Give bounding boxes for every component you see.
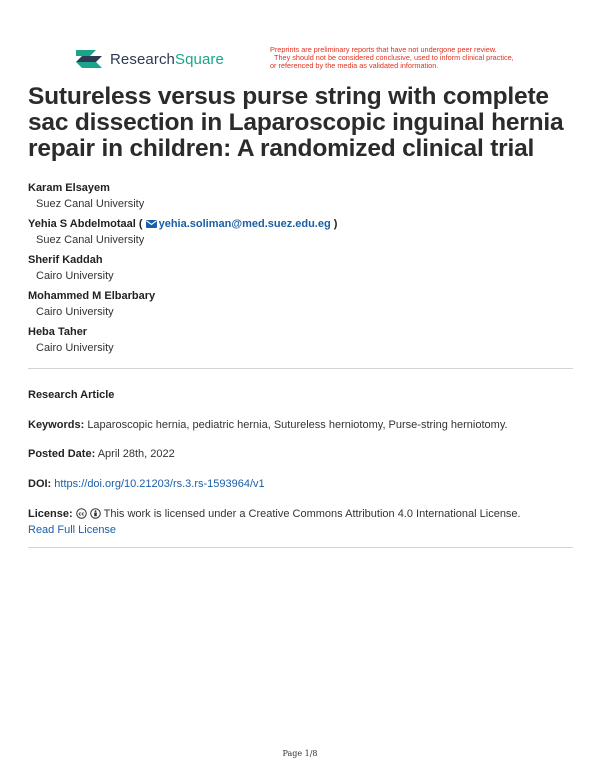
logo-text-research: Research bbox=[110, 50, 175, 68]
author-affiliation: Cairo University bbox=[36, 342, 114, 354]
author-entry bbox=[28, 288, 568, 324]
email-paren-open: ( bbox=[138, 218, 143, 230]
doi-label: DOI: bbox=[28, 478, 52, 490]
license-label: License: bbox=[28, 508, 73, 520]
posted-date-value: April 28th, 2022 bbox=[97, 448, 175, 460]
author-email-link[interactable] bbox=[146, 218, 331, 230]
svg-text:cc: cc bbox=[78, 511, 85, 518]
author-name: Yehia S Abdelmotaal bbox=[28, 218, 136, 230]
research-square-logo-icon bbox=[74, 48, 104, 70]
author-name-line bbox=[28, 216, 568, 232]
cc-icon bbox=[76, 508, 87, 519]
posted-date-label: Posted Date: bbox=[28, 448, 96, 460]
research-square-logo[interactable] bbox=[74, 48, 224, 70]
keywords-value: Laparoscopic hernia, pediatric hernia, Sutureless herniotomy, Purse-string herniotomy. bbox=[87, 419, 508, 431]
divider-bottom bbox=[28, 547, 573, 548]
author-entry bbox=[28, 252, 568, 288]
notice-line: or referenced by the media as validated information. bbox=[270, 61, 439, 70]
author-entry bbox=[28, 216, 568, 252]
posted-date-row bbox=[28, 446, 573, 462]
author-list bbox=[28, 180, 568, 360]
author-name: Sherif Kaddah bbox=[28, 254, 103, 266]
author-name: Heba Taher bbox=[28, 326, 88, 338]
article-type: Research Article bbox=[28, 389, 115, 401]
keywords-row bbox=[28, 417, 573, 433]
license-row bbox=[28, 506, 573, 538]
email-paren-close: ) bbox=[333, 218, 338, 230]
page-number: Page 1/8 bbox=[282, 749, 318, 758]
author-entry bbox=[28, 324, 568, 360]
license-text: This work is licensed under a Creative Commons Attribution 4.0 International License. bbox=[103, 508, 521, 520]
divider-top bbox=[28, 368, 573, 369]
author-affiliation: Suez Canal University bbox=[36, 198, 145, 210]
author-name: Mohammed M Elbarbary bbox=[28, 290, 156, 302]
author-name: Karam Elsayem bbox=[28, 182, 110, 194]
author-affiliation: Cairo University bbox=[36, 270, 114, 282]
doi-link[interactable]: https://doi.org/10.21203/rs.3.rs-1593964/v1 bbox=[54, 478, 265, 490]
author-email: yehia.soliman@med.suez.edu.eg bbox=[158, 218, 331, 230]
envelope-icon bbox=[146, 220, 157, 228]
logo-text-square: Square bbox=[175, 50, 224, 68]
read-full-license-link[interactable]: Read Full License bbox=[28, 524, 117, 536]
notice-line: Preprints are preliminary reports that have not undergone peer review. bbox=[270, 45, 497, 54]
by-icon bbox=[90, 508, 101, 519]
keywords-label: Keywords: bbox=[28, 419, 85, 431]
logo-text bbox=[110, 51, 224, 68]
notice-line: They should not be considered conclusive, used to inform clinical practice, bbox=[274, 53, 514, 62]
article-type-row bbox=[28, 387, 573, 403]
author-affiliation: Suez Canal University bbox=[36, 234, 145, 246]
doi-row bbox=[28, 476, 573, 492]
preprint-notice bbox=[270, 46, 570, 70]
paper-title: Sutureless versus purse string with complete sac dissection in Laparoscopic inguinal hernia repair in children: A randomized clinical trial bbox=[28, 83, 564, 162]
author-affiliation: Cairo University bbox=[36, 306, 114, 318]
author-entry bbox=[28, 180, 568, 216]
